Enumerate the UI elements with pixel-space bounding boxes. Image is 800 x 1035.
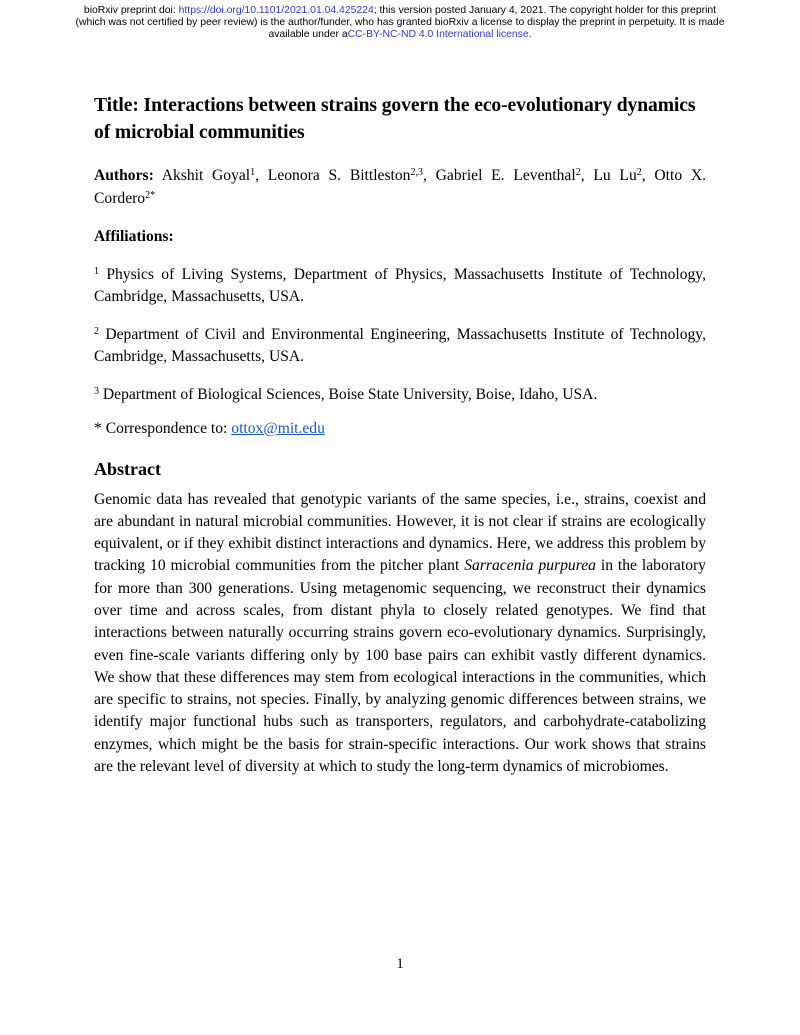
authors-label: Authors: <box>94 167 154 184</box>
authors-line <box>94 165 706 210</box>
author-name: Akshit Goyal <box>161 167 251 184</box>
correspondence-line <box>94 418 706 441</box>
author-separator: , <box>580 167 594 184</box>
header-doi-prefix: bioRxiv preprint doi: <box>83 5 179 16</box>
affiliation-item <box>94 324 706 369</box>
abstract-heading: Abstract <box>94 458 161 479</box>
author-name: Gabriel E. Leventhal <box>435 167 576 184</box>
header-line-1 <box>0 5 800 17</box>
affiliation-item <box>94 264 706 309</box>
author-name: Otto X. Cordero <box>94 167 707 207</box>
author-name: Leonora S. Bittleston <box>267 167 411 184</box>
doi-link[interactable]: https://doi.org/10.1101/2021.01.04.425224 <box>178 5 374 16</box>
author-affiliation-sup: 1 <box>250 167 256 178</box>
preprint-header <box>0 5 800 41</box>
affiliation-text: Department of Civil and Environmental Engineering, Massachusetts Institute of Technology, Cambridge, Massachusetts, USA. <box>94 325 706 365</box>
affiliations-heading: Affiliations: <box>94 228 174 245</box>
header-license-prefix: available under a <box>268 29 348 40</box>
species-name: Sarracenia purpurea <box>464 557 596 575</box>
affiliation-number: 3 <box>94 385 99 397</box>
author-name: Lu Lu <box>593 167 637 184</box>
author-affiliation-sup: 2 <box>636 167 642 178</box>
affiliation-text: Department of Biological Sciences, Boise State University, Boise, Idaho, USA. <box>102 385 598 403</box>
author-affiliation-sup: 2 <box>575 167 581 178</box>
affiliation-text: Physics of Living Systems, Department of Physics, Massachusetts Institute of Technology, Cambridge, Massachusetts, USA. <box>94 265 706 305</box>
abstract-body <box>94 489 706 779</box>
paper-page <box>94 92 706 778</box>
paper-title: Title: Interactions between strains govern the eco-evolutionary dynamics of microbial communities <box>94 95 696 143</box>
author-separator: , <box>255 167 268 184</box>
page-number: 1 <box>396 956 404 972</box>
header-line-2: (which was not certified by peer review) is the author/funder, who has granted bioRxiv a license to display the preprint in perpetuity. It is made <box>75 17 725 28</box>
affiliation-number: 2 <box>94 325 99 337</box>
author-affiliation-sup: 2,3 <box>410 167 423 178</box>
affiliation-item <box>94 384 706 407</box>
author-affiliation-sup: 2* <box>145 189 156 201</box>
license-link[interactable]: CC-BY-NC-ND 4.0 International license <box>347 29 529 40</box>
correspondence-label: * Correspondence to: <box>94 420 232 437</box>
author-separator: , <box>641 167 655 184</box>
author-separator: , <box>422 167 436 184</box>
header-license-suffix: . <box>528 29 532 40</box>
header-line-3 <box>0 29 800 41</box>
correspondence-email-link[interactable]: ottox@mit.edu <box>231 420 325 437</box>
author-list <box>94 167 706 207</box>
header-line1-suffix: ; this version posted January 4, 2021. The copyright holder for this preprint <box>373 5 717 16</box>
abstract-text-part1: Genomic data has revealed that genotypic variants of the same species, i.e., strains, coexist and are abundant in natural microbial communities. However, it is not clear if strains are ecologically equivalent, or if they exhibit distinct interactions and dynamics. Here, we address this problem by tracking 10 microbial communities from the pitcher plant <box>94 490 706 575</box>
abstract-text-part2: in the laboratory for more than 300 generations. Using metagenomic sequencing, we reconstruct their dynamics over time and across scales, from distant phyla to closely related genotypes. We find that interactions between naturally occurring strains govern eco-evolutionary dynamics. Surprisingly, even fine-scale variants differing only by 100 base pairs can exhibit vastly different dynamics. We show that these differences may stem from ecological interactions in the communities, which are specific to strains, not species. Finally, by analyzing genomic differences between strains, we identify major functional hubs such as transporters, regulators, and carbohydrate-catabolizing enzymes, which might be the basis for strain-specific interactions. Our work shows that strains are the relevant level of diversity at which to study the long-term dynamics of microbiomes. <box>94 557 706 776</box>
affiliation-number: 1 <box>94 265 99 277</box>
